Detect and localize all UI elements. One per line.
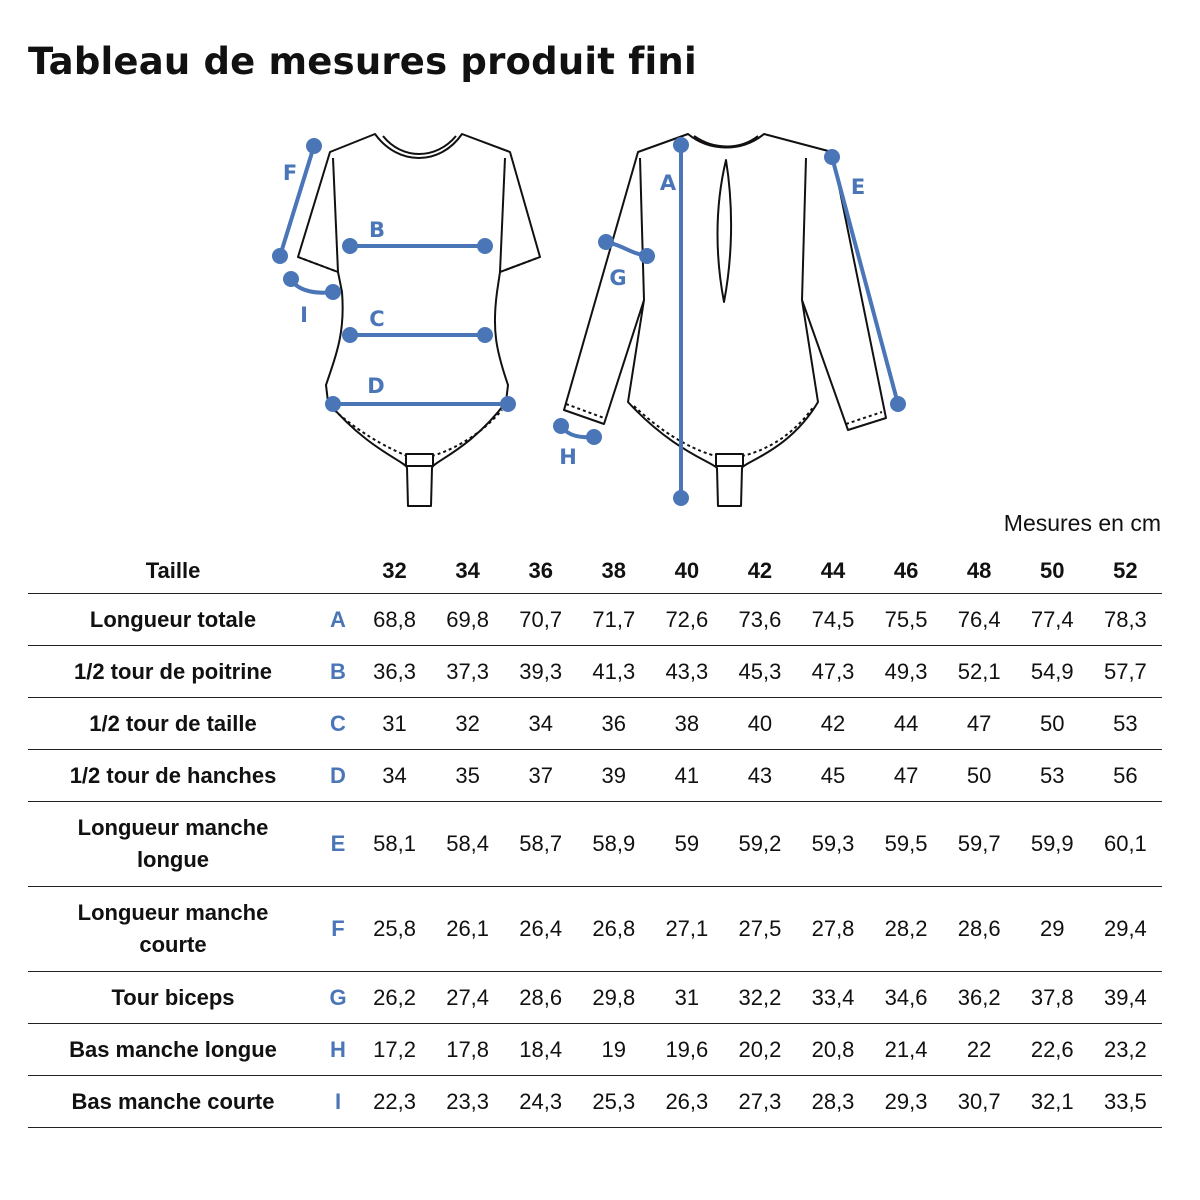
measure-value: 37,3 xyxy=(431,646,504,698)
size-col-46: 46 xyxy=(870,548,943,594)
measure-value: 60,1 xyxy=(1089,802,1162,887)
size-col-52: 52 xyxy=(1089,548,1162,594)
measure-value: 68,8 xyxy=(358,594,431,646)
table-row xyxy=(28,887,1162,972)
measure-value: 31 xyxy=(358,698,431,750)
measure-value: 59,5 xyxy=(870,802,943,887)
page-title: Tableau de mesures produit fini xyxy=(28,40,697,83)
size-col-50: 50 xyxy=(1016,548,1089,594)
measure-value: 34 xyxy=(504,698,577,750)
measure-letter: D xyxy=(318,750,358,802)
table-body xyxy=(28,594,1162,1128)
label-f: F xyxy=(282,161,298,185)
measure-value: 50 xyxy=(943,750,1016,802)
table-row xyxy=(28,802,1162,887)
measure-value: 41,3 xyxy=(577,646,650,698)
measure-value: 19,6 xyxy=(650,1024,723,1076)
measure-label: Bas manche longue xyxy=(28,1024,318,1076)
measure-label: Tour biceps xyxy=(28,972,318,1024)
measure-value: 32 xyxy=(431,698,504,750)
measure-value: 58,9 xyxy=(577,802,650,887)
measure-value: 22,3 xyxy=(358,1076,431,1128)
measure-value: 39,4 xyxy=(1089,972,1162,1024)
measure-value: 28,2 xyxy=(870,887,943,972)
measure-letter: B xyxy=(318,646,358,698)
measure-value: 47 xyxy=(870,750,943,802)
measure-label: Bas manche courte xyxy=(28,1076,318,1128)
label-i: I xyxy=(300,303,308,327)
measure-value: 44 xyxy=(870,698,943,750)
measure-value: 32,2 xyxy=(723,972,796,1024)
measure-value: 36,3 xyxy=(358,646,431,698)
label-e: E xyxy=(850,175,866,199)
measure-value: 23,2 xyxy=(1089,1024,1162,1076)
measure-value: 41 xyxy=(650,750,723,802)
measure-label: Longueur totale xyxy=(28,594,318,646)
measure-value: 28,6 xyxy=(504,972,577,1024)
label-c: C xyxy=(369,307,385,331)
size-header: Taille xyxy=(28,548,318,594)
measure-value: 24,3 xyxy=(504,1076,577,1128)
measure-value: 75,5 xyxy=(870,594,943,646)
size-col-36: 36 xyxy=(504,548,577,594)
size-col-38: 38 xyxy=(577,548,650,594)
measure-value: 47,3 xyxy=(796,646,869,698)
measure-value: 56 xyxy=(1089,750,1162,802)
measure-value: 37 xyxy=(504,750,577,802)
measure-label: 1/2 tour de hanches xyxy=(28,750,318,802)
measure-value: 26,3 xyxy=(650,1076,723,1128)
measure-value: 45 xyxy=(796,750,869,802)
size-col-48: 48 xyxy=(943,548,1016,594)
table-header-row xyxy=(28,548,1162,594)
measure-value: 58,4 xyxy=(431,802,504,887)
measure-value: 22,6 xyxy=(1016,1024,1089,1076)
label-b: B xyxy=(368,218,386,242)
measure-value: 34 xyxy=(358,750,431,802)
measure-value: 25,8 xyxy=(358,887,431,972)
size-chart-table xyxy=(28,548,1162,1128)
measure-value: 59,9 xyxy=(1016,802,1089,887)
measure-value: 22 xyxy=(943,1024,1016,1076)
measure-value: 77,4 xyxy=(1016,594,1089,646)
measure-value: 33,4 xyxy=(796,972,869,1024)
measure-value: 32,1 xyxy=(1016,1076,1089,1128)
measure-value: 20,2 xyxy=(723,1024,796,1076)
measure-value: 34,6 xyxy=(870,972,943,1024)
back-bodysuit-drawing xyxy=(564,134,886,506)
measure-value: 38 xyxy=(650,698,723,750)
measure-value: 29 xyxy=(1016,887,1089,972)
measure-value: 27,3 xyxy=(723,1076,796,1128)
measure-value: 54,9 xyxy=(1016,646,1089,698)
measure-value: 59,2 xyxy=(723,802,796,887)
measure-value: 21,4 xyxy=(870,1024,943,1076)
measure-value: 39 xyxy=(577,750,650,802)
measure-value: 27,1 xyxy=(650,887,723,972)
measure-value: 78,3 xyxy=(1089,594,1162,646)
table-row xyxy=(28,1076,1162,1128)
measure-value: 69,8 xyxy=(431,594,504,646)
measure-value: 74,5 xyxy=(796,594,869,646)
label-a: A xyxy=(659,171,677,195)
measure-value: 37,8 xyxy=(1016,972,1089,1024)
size-col-42: 42 xyxy=(723,548,796,594)
measure-value: 26,1 xyxy=(431,887,504,972)
measure-value: 47 xyxy=(943,698,1016,750)
measure-value: 23,3 xyxy=(431,1076,504,1128)
measure-value: 27,8 xyxy=(796,887,869,972)
measure-value: 29,4 xyxy=(1089,887,1162,972)
size-col-32: 32 xyxy=(358,548,431,594)
measure-value: 29,8 xyxy=(577,972,650,1024)
measure-value: 45,3 xyxy=(723,646,796,698)
measure-value: 50 xyxy=(1016,698,1089,750)
measure-value: 52,1 xyxy=(943,646,1016,698)
measure-letter: E xyxy=(318,802,358,887)
table-row xyxy=(28,1024,1162,1076)
unit-note: Mesures en cm xyxy=(1003,510,1161,536)
measure-value: 71,7 xyxy=(577,594,650,646)
measure-value: 39,3 xyxy=(504,646,577,698)
label-d: D xyxy=(367,374,385,398)
measure-value: 53 xyxy=(1016,750,1089,802)
measure-value: 18,4 xyxy=(504,1024,577,1076)
measure-value: 42 xyxy=(796,698,869,750)
measure-value: 72,6 xyxy=(650,594,723,646)
label-h: H xyxy=(559,445,577,469)
measure-label: Longueur manche courte xyxy=(28,887,318,972)
measure-value: 33,5 xyxy=(1089,1076,1162,1128)
measure-value: 17,8 xyxy=(431,1024,504,1076)
measure-value: 30,7 xyxy=(943,1076,1016,1128)
measure-value: 53 xyxy=(1089,698,1162,750)
measure-value: 43,3 xyxy=(650,646,723,698)
measure-value: 70,7 xyxy=(504,594,577,646)
measure-value: 26,8 xyxy=(577,887,650,972)
table-row xyxy=(28,594,1162,646)
measure-letter: I xyxy=(318,1076,358,1128)
measure-value: 49,3 xyxy=(870,646,943,698)
table-row xyxy=(28,972,1162,1024)
measure-letter: G xyxy=(318,972,358,1024)
measure-value: 20,8 xyxy=(796,1024,869,1076)
table-row xyxy=(28,698,1162,750)
measure-value: 43 xyxy=(723,750,796,802)
measure-value: 58,1 xyxy=(358,802,431,887)
measure-letter: F xyxy=(318,887,358,972)
measure-letter: A xyxy=(318,594,358,646)
measure-value: 27,4 xyxy=(431,972,504,1024)
measure-value: 36 xyxy=(577,698,650,750)
measure-value: 31 xyxy=(650,972,723,1024)
measure-value: 36,2 xyxy=(943,972,1016,1024)
measure-label: Longueur manche longue xyxy=(28,802,318,887)
measure-value: 27,5 xyxy=(723,887,796,972)
measure-value: 26,4 xyxy=(504,887,577,972)
label-g: G xyxy=(609,266,627,290)
measure-value: 17,2 xyxy=(358,1024,431,1076)
measure-letter: C xyxy=(318,698,358,750)
measure-value: 19 xyxy=(577,1024,650,1076)
measure-value: 57,7 xyxy=(1089,646,1162,698)
measure-value: 29,3 xyxy=(870,1076,943,1128)
measure-letter: H xyxy=(318,1024,358,1076)
measure-value: 58,7 xyxy=(504,802,577,887)
table-row xyxy=(28,646,1162,698)
measure-value: 59,7 xyxy=(943,802,1016,887)
measure-label: 1/2 tour de poitrine xyxy=(28,646,318,698)
measure-value: 26,2 xyxy=(358,972,431,1024)
letter-header xyxy=(318,548,358,594)
measure-value: 76,4 xyxy=(943,594,1016,646)
size-col-44: 44 xyxy=(796,548,869,594)
measure-label: 1/2 tour de taille xyxy=(28,698,318,750)
measure-value: 40 xyxy=(723,698,796,750)
front-bodysuit-drawing xyxy=(298,134,540,506)
measure-value: 28,6 xyxy=(943,887,1016,972)
garment-diagram xyxy=(0,120,1200,520)
size-col-40: 40 xyxy=(650,548,723,594)
measure-value: 25,3 xyxy=(577,1076,650,1128)
measure-value: 73,6 xyxy=(723,594,796,646)
measure-value: 28,3 xyxy=(796,1076,869,1128)
size-col-34: 34 xyxy=(431,548,504,594)
measure-value: 59,3 xyxy=(796,802,869,887)
table-row xyxy=(28,750,1162,802)
measure-value: 35 xyxy=(431,750,504,802)
measure-value: 59 xyxy=(650,802,723,887)
